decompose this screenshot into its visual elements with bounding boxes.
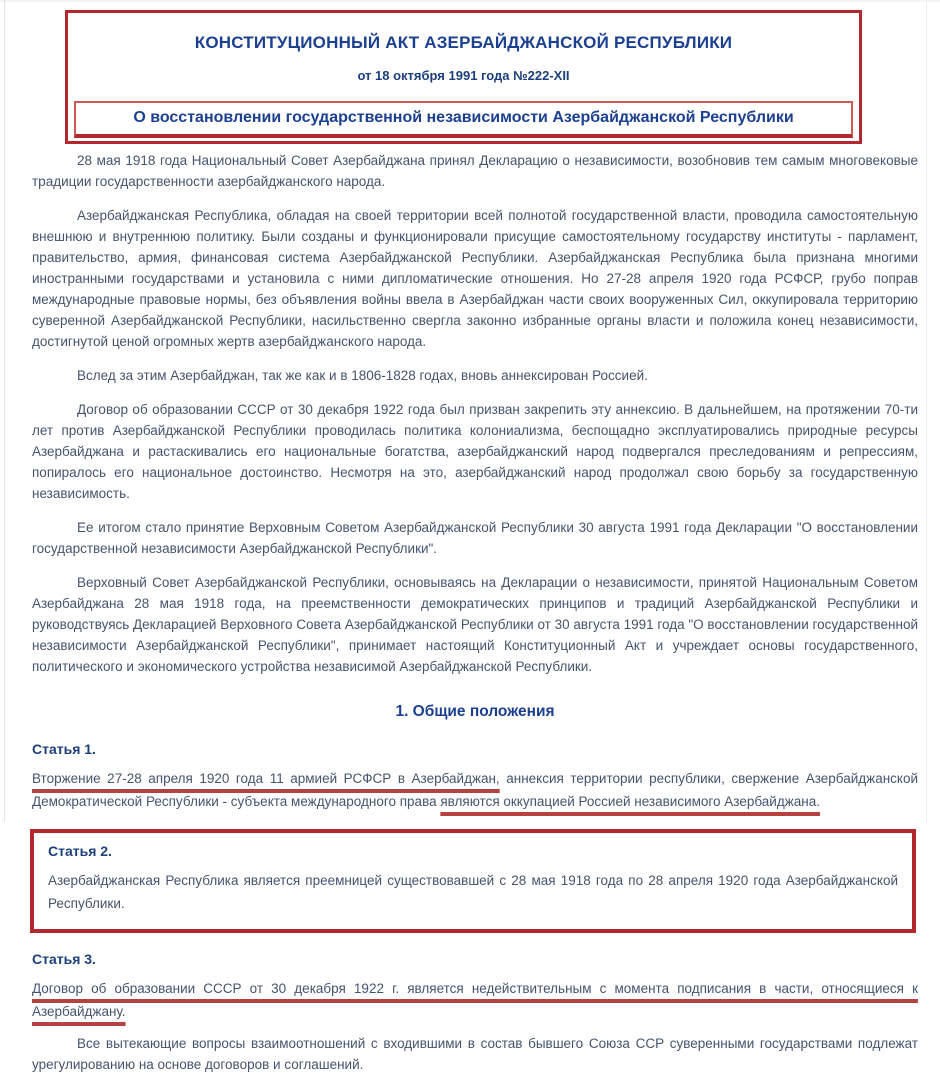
preamble-paragraph-2: Азербайджанская Республика, обладая на своей территории всей полнотой государственной власти, проводила самостоятельную внешнюю и внутреннюю политику. Были созданы и функционировали присущие самостоятельному государству институты - парламент, правительство, армия, финансовая система Азербайджанской Республики. Азербайджанская Республика была признана многими иностранными государствами и установила с ними дипломатические отношения. Но 27-28 апреля 1920 года РСФСР, грубо поправ международные правовые нормы, без объявления войны ввела в Азербайджан части своих вооруженных Сил, оккупировала территорию суверенной Азербайджанской Республики, насильственно свергла законно избранные органы власти и положила конец независимости, достигнутой ценой огромных жертв азербайджанского народа. [32, 208, 918, 349]
article-2-heading: Статья 2. [48, 843, 112, 859]
header-annotation-box [65, 10, 862, 144]
article-1-underlined-segment-2: являются оккупацией Россией независимого Азербайджана. [440, 794, 820, 809]
article-1-text [32, 767, 918, 813]
document-title: КОНСТИТУЦИОННЫЙ АКТ АЗЕРБАЙДЖАНСКОЙ РЕСПУБЛИКИ [194, 33, 733, 52]
article-1-plain-segment: аннексия территории республики, свержение Азербайджанской Демократической Республики - субъекта международного права [32, 771, 919, 809]
page-edge-right [926, 0, 927, 822]
preamble-paragraph-6: Верховный Совет Азербайджанской Республики, основываясь на Декларации о независимости, принятой Национальным Советом Азербайджана 28 мая 1918 года, на преемственности демократических принципов и традиций Азербайджанской Республики и руководствуясь Декларацией Верховного Совета Азербайджанской Республики от 30 августа 1991 года "О восстановлении государственной независимости Азербайджанской Республики", принимает настоящий Конституционный Акт и учреждает основы государственного, политического и экономического устройства независимой Азербайджанской Республики. [32, 575, 918, 674]
preamble-paragraph-3: Вслед за этим Азербайджан, так же как и в 1806-1828 годах, вновь аннексирован Россией. [77, 368, 648, 383]
page-edge-left [4, 0, 5, 822]
preamble-paragraph-5: Ее итогом стало принятие Верховным Советом Азербайджанской Республики 30 августа 1991 года Декларации "О восстановлении государственной независимости Азербайджанской Республики". [32, 520, 918, 556]
subtitle-annotation-box [74, 101, 853, 138]
article-1-underlined-segment-1: Вторжение 27-28 апреля 1920 года 11 армией РСФСР в Азербайджан, [32, 771, 500, 786]
document-subtitle: О восстановлении государственной независимости Азербайджанской Республики [133, 109, 794, 126]
article-3-heading: Статья 3. [32, 951, 96, 967]
document-date: от 18 октября 1991 года №222-XII [357, 68, 570, 83]
closing-paragraph: Все вытекающие вопросы взаимоотношений с входившими в состав бывшего Союза ССР суверенными государствами подлежат урегулированию на основе договоров и соглашений. [32, 1036, 918, 1072]
article-3-underlined-text: Договор об образовании СССР от 30 декабря 1922 г. является недействительным с момента подписания в части, относящиеся к Азербайджану. [32, 981, 918, 1019]
section-heading: 1. Общие положения [395, 703, 555, 720]
article-3-text [32, 977, 918, 1023]
page-edge-top [0, 0, 940, 2]
preamble-paragraph-1: 28 мая 1918 года Национальный Совет Азербайджана принял Декларацию о независимости, возобновив тем самым многовековые традиции государственности азербайджанского народа. [32, 153, 918, 189]
article-1-heading: Статья 1. [32, 741, 96, 757]
article-2-annotation-box [30, 829, 916, 933]
article-2-text: Азербайджанская Республика является преемницей существовавшей с 28 мая 1918 года по 28 апреля 1920 года Азербайджанской Республики. [48, 873, 898, 911]
preamble-paragraph-4: Договор об образовании СССР от 30 декабря 1922 года был призван закрепить эту аннексию. В дальнейшем, на протяжении 70-ти лет против Азербайджанской Республики проводилась политика колониализма, беспощадно эксплуатировались природные ресурсы Азербайджана и растаскивались его национальные богатства, азербайджанский народ подвергался преследованиям и репрессиям, попиралось его национальное достоинство. Несмотря на это, азербайджанский народ продолжал свою борьбу за государственную независимость. [32, 402, 918, 501]
